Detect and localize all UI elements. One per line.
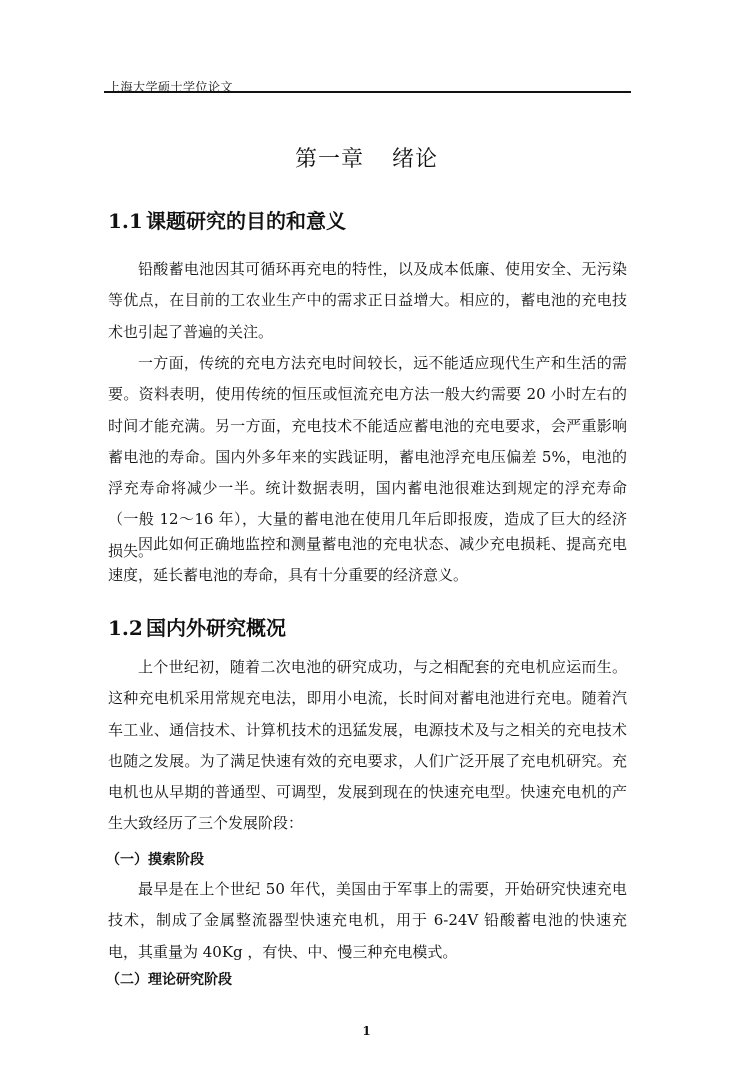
subsection-heading: （二）理论研究阶段 <box>106 972 232 988</box>
paragraph: 上个世纪初，随着二次电池的研究成功，与之相配套的充电机应运而生。这种充电机采用常规充电法，即用小电流，长时间对蓄电池进行充电。随着汽车工业、通信技术、计算机技术的迅猛发展，电源技术及与之相关的充电技术也随之发展。为了满足快速有效的充电要求，人们广泛开展了充电机研究。充电机也从早期的普通型、可调型，发展到现在的快速充电型。快速充电机的产生大致经历了三个发展阶段： <box>108 658 627 833</box>
chapter-title: 绪论 <box>392 147 439 172</box>
section-heading-1-2 <box>108 612 286 641</box>
paragraph: 铅酸蓄电池因其可循环再充电的特性，以及成本低廉、使用安全、无污染等优点，在目前的工农业生产中的需求正日益增大。相应的，蓄电池的充电技术也引起了普遍的关注。 <box>108 260 627 341</box>
paragraph: 因此如何正确地监控和测量蓄电池的充电状态、减少充电损耗、提高充电速度，延长蓄电池的寿命，具有十分重要的经济意义。 <box>108 535 627 585</box>
paragraph: 最早是在上个世纪 50 年代，美国由于军事上的需要，开始研究快速充电技术，制成了金属整流器型快速充电机，用于 6-24V 铅酸蓄电池的快速充电，其重量为 40Kg ，有快、中、慢三种充电模式。 <box>108 880 627 961</box>
subsection-heading: （一）摸索阶段 <box>106 852 204 868</box>
section-number: 1.2 <box>108 616 143 640</box>
section-title: 国内外研究概况 <box>146 616 286 640</box>
running-header: 上海大学硕士学位论文 <box>108 80 234 94</box>
section-heading-1-1 <box>108 205 346 234</box>
page-number: 1 <box>362 1024 371 1038</box>
paragraph: 一方面，传统的充电方法充电时间较长，远不能适应现代生产和生活的需要。资料表明，使用传统的恒压或恒流充电方法一般大约需要 20 小时左右的时间才能充满。另一方面，充电技术不能适应蓄电池的充电要求，会严重影响蓄电池的寿命。国内外多年来的实践证明，蓄电池浮充电压偏差 5%，电池的浮充寿命将减少一半。统计数据表明，国内蓄电池很难达到规定的浮充寿命（一般 12～16 年），大量的蓄电池在使用几年后即报废，造成了巨大的经济损失。 <box>108 354 627 560</box>
header-rule <box>104 91 631 93</box>
section-title: 课题研究的目的和意义 <box>146 209 346 233</box>
chapter-heading <box>0 142 733 173</box>
chapter-number: 第一章 <box>294 147 364 172</box>
section-number: 1.1 <box>108 209 143 233</box>
